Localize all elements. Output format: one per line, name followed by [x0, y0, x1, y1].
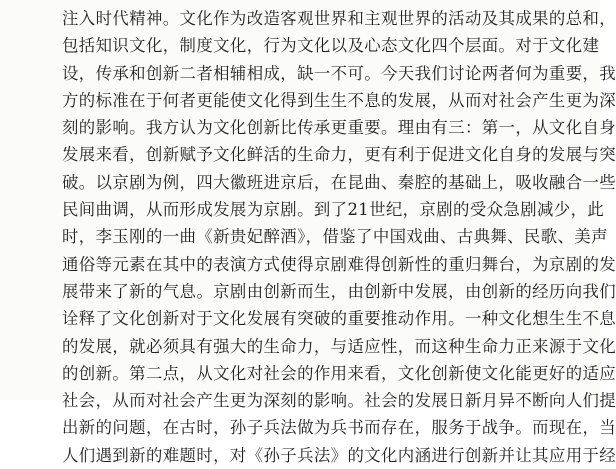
- text-line-5: 刻的影响。我方认为文化创新比传承更重要。理由有三：第一，从文化自身: [62, 118, 616, 138]
- text-line-2: 包括知识文化，制度文化，行为文化以及心态文化四个层面。对于文化建: [62, 36, 600, 56]
- text-line-17: 人们遇到新的难题时，对《孙子兵法》的文化内涵进行创新并让其应用于经: [62, 445, 616, 465]
- text-line-11: 展带来了新的气息。京剧由创新而生，由创新中发展，由创新的经历向我们: [62, 281, 616, 301]
- text-line-8: 民间曲调，从而形成发展为京剧。到了21世纪，京剧的受众急剧减少，此: [62, 200, 605, 220]
- text-line-12: 诠释了文化创新对于文化发展有突破的重要推动作用。一种文化想生生不息: [62, 309, 616, 329]
- text-line-7: 破。以京剧为例，四大徽班进京后，在昆曲、秦腔的基础上，吸收融合一些: [62, 172, 616, 192]
- essay-text: [62, 5, 616, 469]
- text-line-13: 的发展，就必须具有强大的生命力，与适应性，而这种生命力正来源于文化: [62, 336, 616, 356]
- text-line-9: 时，李玉刚的一曲《新贵妃醉酒》，借鉴了中国戏曲、古典舞、民歌、美声: [62, 227, 608, 247]
- text-line-4: 方的标准在于何者更能使文化得到生生不息的发展，从而对社会产生更为深: [62, 90, 616, 110]
- text-line-10: 通俗等元素在其中的表演方式使得京剧难得创新性的重归舞台，为京剧的发: [62, 254, 616, 274]
- text-line-15: 社会，从而对社会产生更为深刻的影响。社会的发展日新月异不断向人们提: [62, 391, 616, 411]
- text-line-3: 设，传承和创新二者相辅相成，缺一不可。今天我们讨论两者何为重要，我: [62, 63, 616, 83]
- text-line-6: 发展来看，创新赋予文化鲜活的生命力，更有利于促进文化自身的发展与突: [62, 145, 616, 165]
- text-line-14: 的创新。第二点，从文化对社会的作用来看，文化创新使文化能更好的适应: [62, 363, 616, 383]
- text-line-1: 注入时代精神。文化作为改造客观世界和主观世界的活动及其成果的总和，: [62, 9, 616, 28]
- text-line-16: 出新的问题，在古时，孙子兵法做为兵书而存在，服务于战争。而现在，当: [62, 418, 616, 438]
